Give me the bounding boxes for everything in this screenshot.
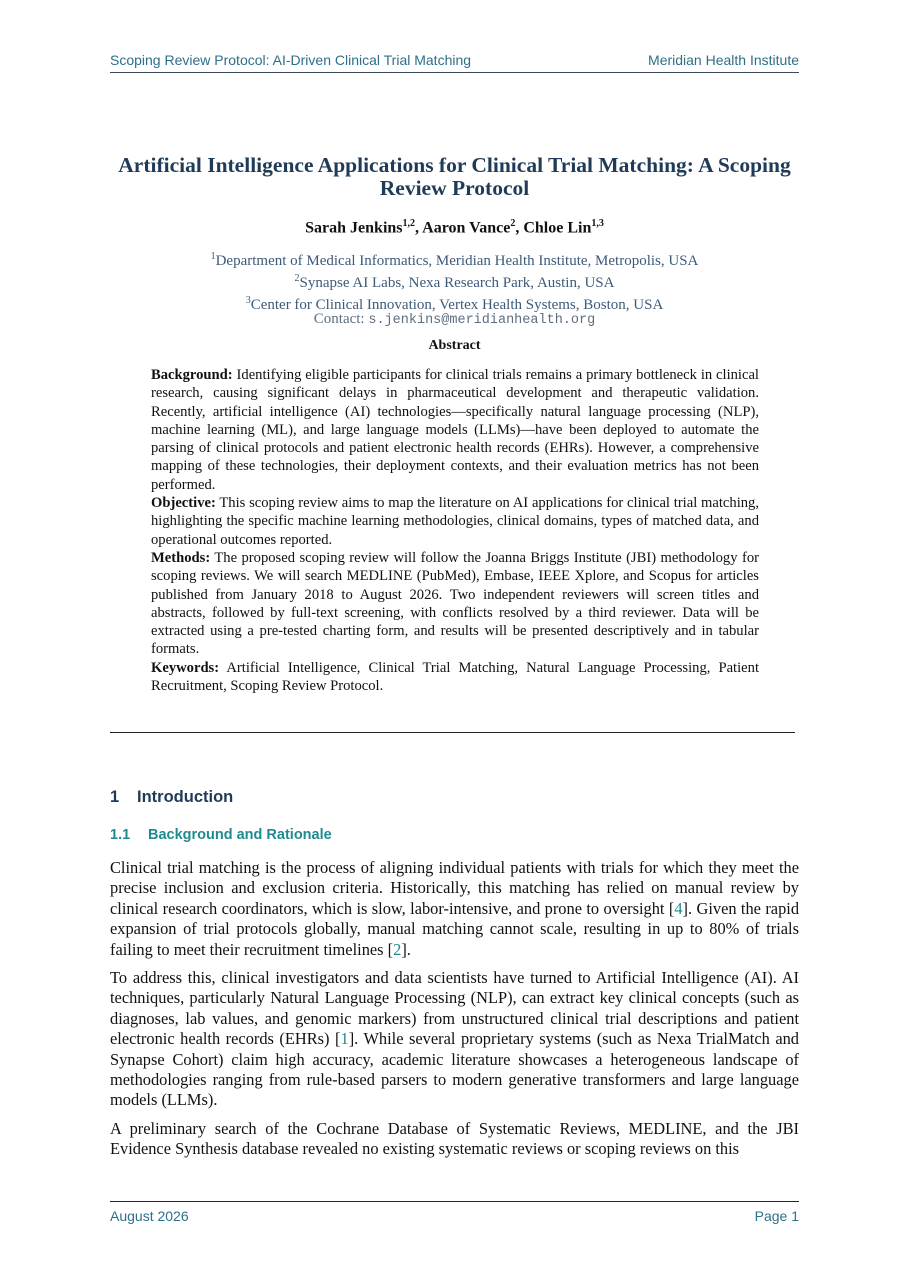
abstract-text: The proposed scoping review will follow the Joanna Briggs Institute (JBI) methodology for scoping reviews. We will search MEDLINE (PubMed), Embase, IEEE Xplore, and Scopus for articles published from January 2018 to August 2026. Two independent reviewers will screen titles and abstracts, followed by full-text screening, with conflicts resolved by a third reviewer. Data will be extracted using a pre-tested charting form, and results will be presented descriptively and in tabular formats.	[151, 549, 759, 658]
author-affiliation-mark: 1,3	[591, 218, 604, 229]
section-title: Introduction	[137, 788, 234, 806]
paragraph	[110, 1119, 799, 1160]
abstract-label: Objective:	[151, 495, 216, 512]
abstract-divider	[110, 732, 795, 733]
body-text	[110, 858, 799, 1168]
subsection-number: 1.1	[110, 827, 131, 843]
author-name: Chloe Lin	[523, 219, 592, 237]
paper-title: Artificial Intelligence Applications for Clinical Trial Matching: A Scoping Review Protocol	[118, 153, 791, 200]
author-name: Aaron Vance	[422, 219, 511, 237]
abstract-background	[151, 366, 759, 494]
header-title: Scoping Review Protocol: AI-Driven Clinical Trial Matching	[110, 52, 472, 68]
paragraph-text: Clinical trial matching is the process of aligning individual patients with trials for which they meet the precise inclusion and exclusion criteria. Historically, this matching has relied on manual review by clinical research coordinators, which is slow, labor-intensive, and prone to oversight [	[110, 858, 799, 918]
running-header	[110, 52, 799, 73]
subsection-heading	[110, 827, 332, 843]
abstract-objective	[151, 494, 759, 549]
abstract-text: Artificial Intelligence, Clinical Trial Matching, Natural Language Processing, Patient Recruitment, Scoping Review Protocol.	[151, 659, 759, 695]
affiliation-text: Department of Medical Informatics, Meridian Health Institute, Metropolis, USA	[215, 253, 699, 269]
abstract-label: Methods:	[151, 549, 211, 566]
abstract-text: Identifying eligible participants for clinical trials remains a primary bottleneck in clinical research, causing significant delays in pharmaceutical development and therapeutic validation. Recently, artificial intelligence (AI) technologies—specifically natural language processing (NLP), machine learning (ML), and large language models (LLMs)—have been deployed to automate the parsing of clinical protocols and patient electronic health records (EHRs). However, a comprehensive mapping of these technologies, their deployment contexts, and their evaluation metrics has not been performed.	[151, 367, 759, 493]
affiliation-mark: 2	[294, 273, 300, 284]
citation-link[interactable]: 2	[393, 939, 402, 959]
affiliation	[110, 248, 799, 270]
abstract-label: Background:	[151, 367, 233, 383]
subsection-title: Background and Rationale	[148, 827, 332, 843]
paragraph	[110, 968, 799, 1111]
paragraph-text: ]. Given the rapid expansion of trial protocols globally, manual matching cannot scale, resulting in up to 80% of trials failing to meet their recruitment timelines [	[110, 898, 800, 959]
affiliation-list	[110, 248, 799, 314]
abstract-heading: Abstract	[428, 338, 481, 353]
affiliation-mark: 1	[210, 251, 216, 262]
paragraph	[110, 858, 799, 960]
page-number: Page 1	[754, 1208, 799, 1224]
abstract-text: This scoping review aims to map the literature on AI applications for clinical trial matching, highlighting the specific machine learning methodologies, clinical domains, types of matched data, and operational outcomes reported.	[151, 495, 760, 548]
citation-link[interactable]: 1	[340, 1029, 349, 1049]
citation-link[interactable]: 4	[674, 898, 683, 918]
paragraph-text: ].	[401, 939, 411, 959]
header-institution: Meridian Health Institute	[648, 52, 799, 68]
contact-label: Contact:	[313, 311, 365, 327]
author-affiliation-mark: 1,2	[402, 218, 416, 229]
affiliation-mark: 3	[245, 295, 251, 306]
author-list: Sarah Jenkins$^{1,2}$, Aaron Vance$^2$, Chloe Lin$^{1,3}$	[305, 218, 604, 237]
affiliation-text: Synapse AI Labs, Nexa Research Park, Austin, USA	[299, 275, 615, 291]
abstract-body	[151, 366, 759, 695]
paragraph-text: To address this, clinical investigators and data scientists have turned to Artificial Intelligence (AI). AI techniques, particularly Natural Language Processing (NLP), can extract key clinical concepts (such as diagnoses, lab values, and genomic markers) from unstructured clinical trial descriptions and patient electronic health records (EHRs) [	[110, 968, 799, 1049]
contact-email-link[interactable]: s.jenkins@meridianhealth.org	[368, 313, 596, 328]
section-heading	[110, 788, 233, 807]
author-name: Sarah Jenkins	[305, 219, 403, 237]
paragraph-text: A preliminary search of the Cochrane Database of Systematic Reviews, MEDLINE, and the JBI Evidence Synthesis database revealed no existing systematic reviews or scoping reviews on this	[110, 1118, 799, 1159]
abstract-methods	[151, 549, 759, 659]
paragraph-text: ]. While several proprietary systems (such as Nexa TrialMatch and Synapse Cohort) claim high accuracy, academic literature showcases a heterogeneous landscape of methodologies ranging from rule-based parsers to modern generative transformers and large language models (LLMs).	[110, 1029, 799, 1110]
affiliation-text: Center for Clinical Innovation, Vertex Health Systems, Boston, USA	[250, 297, 664, 313]
abstract-keywords	[151, 659, 759, 696]
footer-date: August 2026	[110, 1208, 189, 1224]
footer-divider	[110, 1201, 799, 1202]
affiliation	[110, 270, 799, 292]
author-affiliation-mark: 2	[510, 218, 516, 229]
section-number: 1	[110, 788, 120, 806]
contact-line	[110, 311, 799, 328]
abstract-label: Keywords:	[151, 659, 220, 676]
